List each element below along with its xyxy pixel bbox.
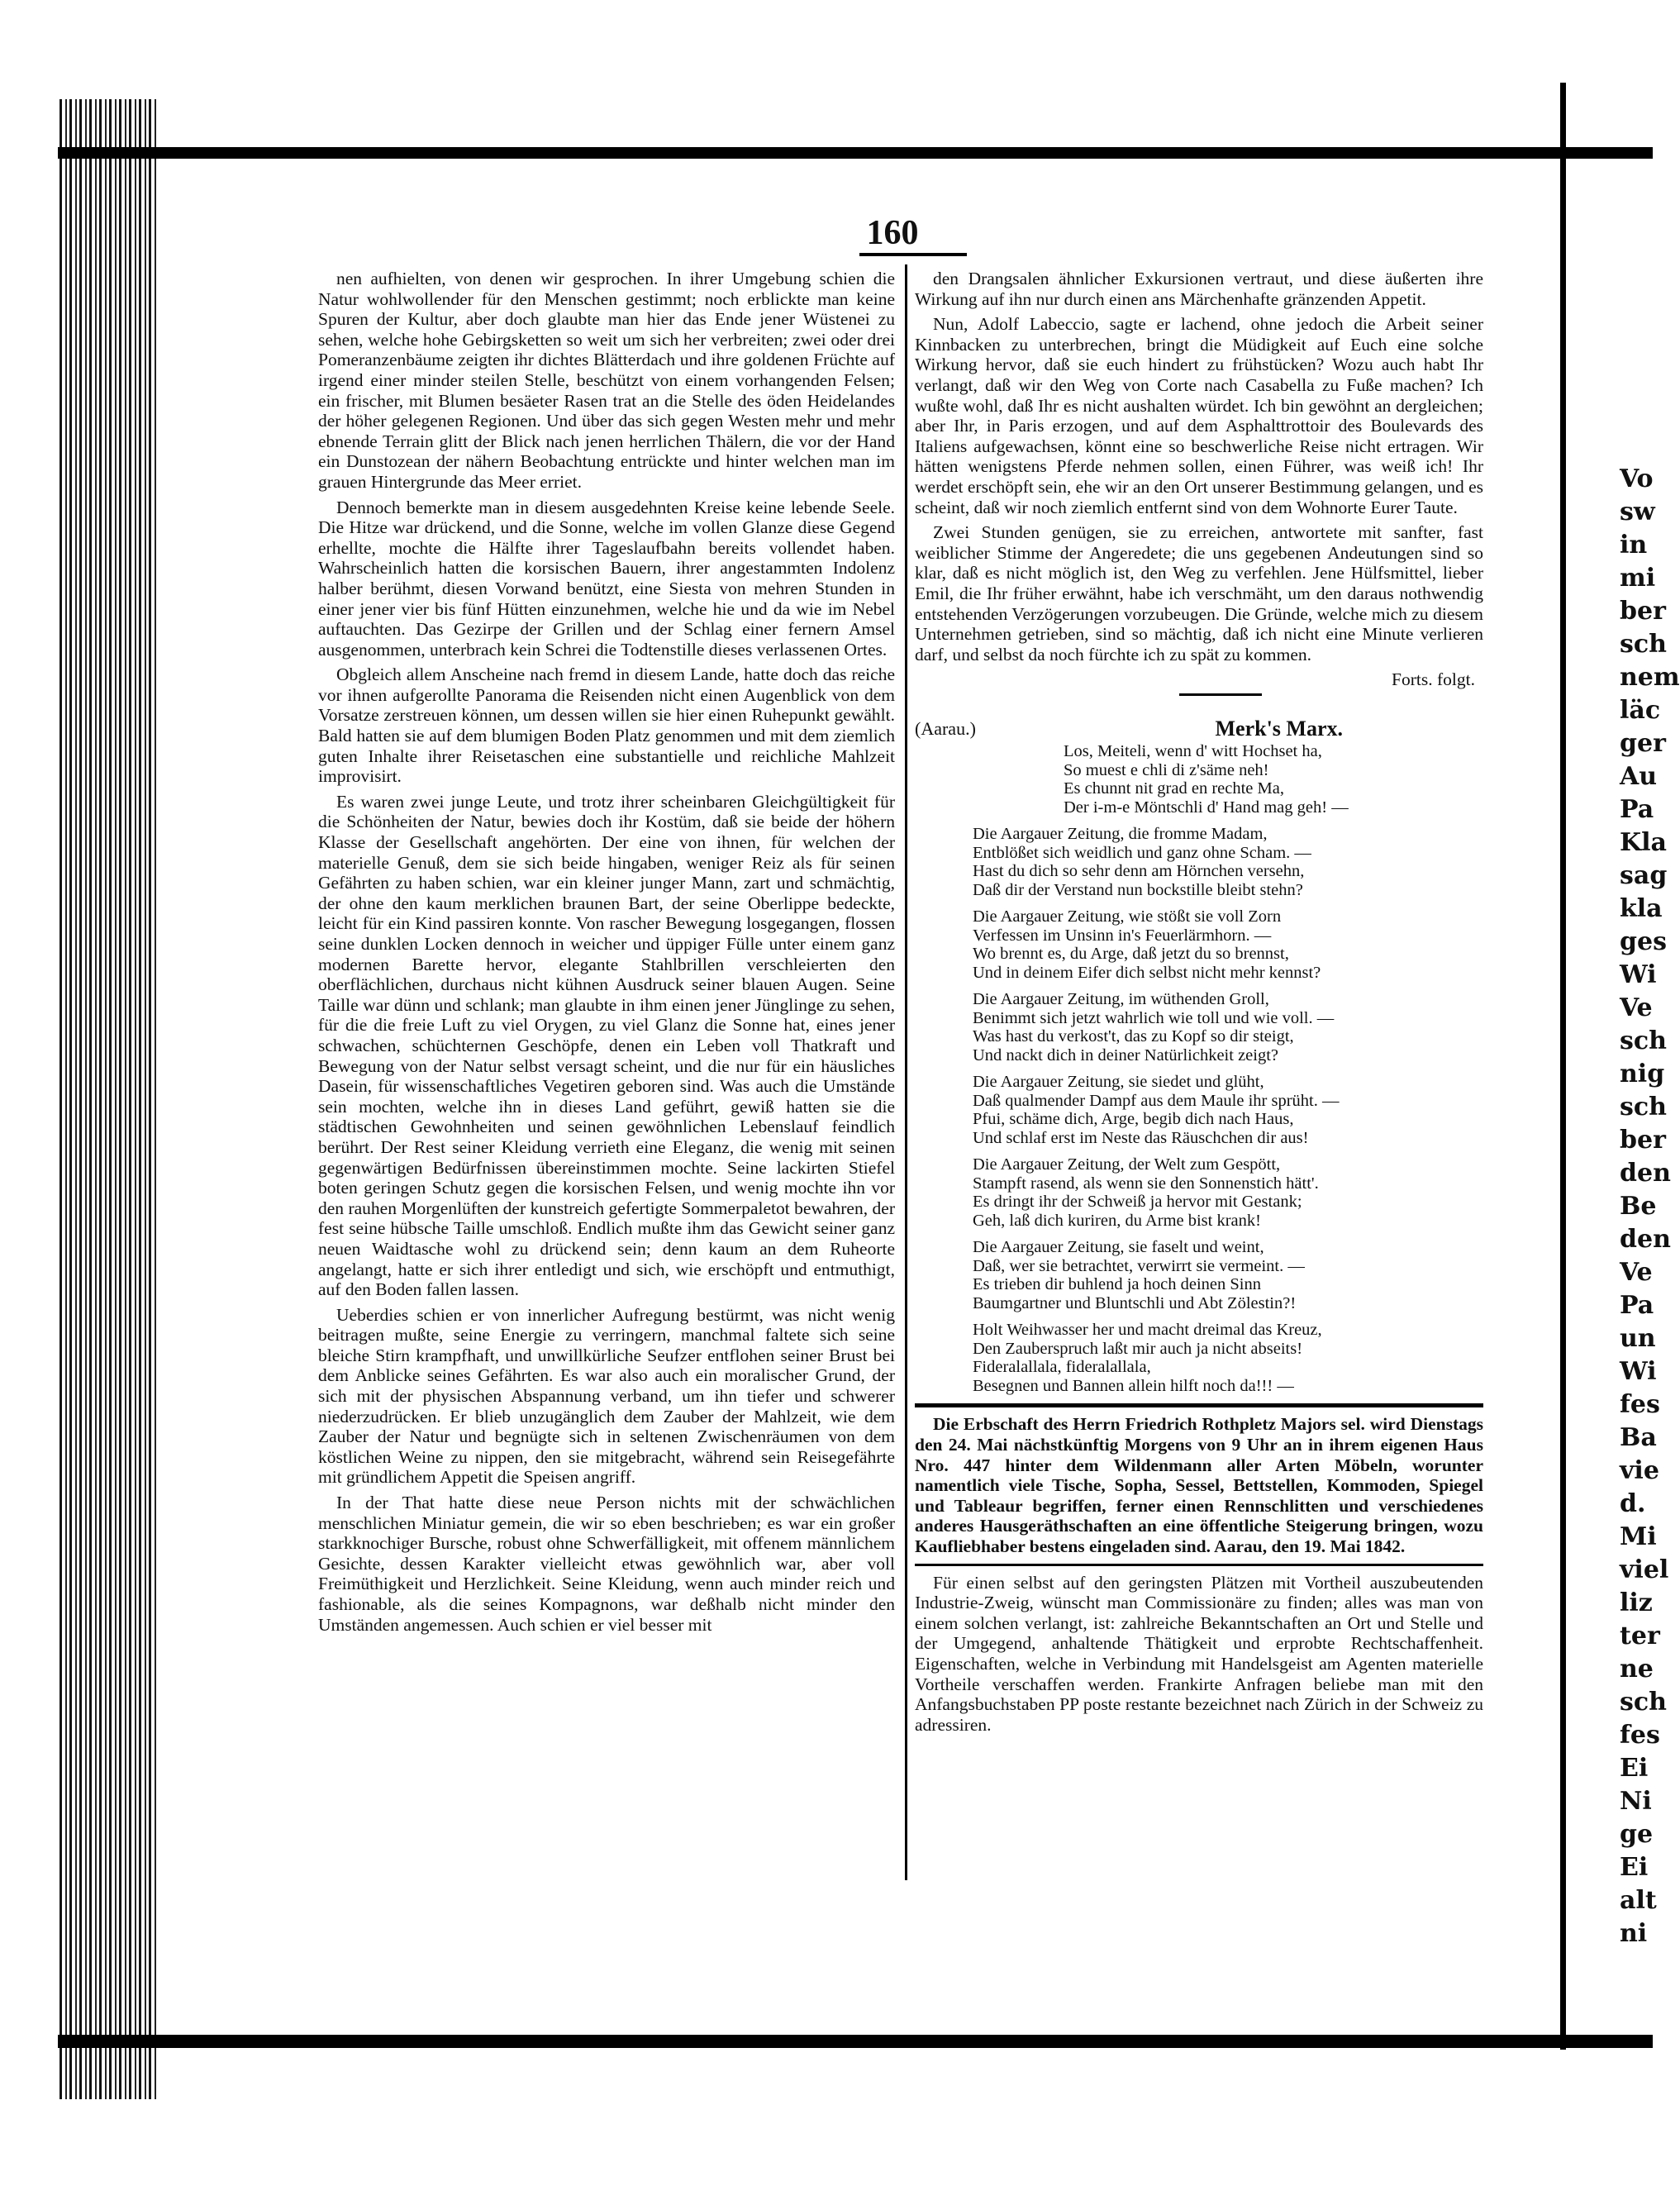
- edge-fragment: Wi: [1620, 960, 1657, 989]
- continuation-note: Forts. folgt.: [1392, 669, 1475, 690]
- poem-line: Verfessen im Unsinn in's Feuerlärmhorn. —: [973, 926, 1272, 945]
- edge-fragment: Au: [1620, 762, 1658, 791]
- facing-page-fragments: [1620, 463, 1680, 1950]
- edge-fragment: ge: [1620, 1820, 1654, 1849]
- story-continuation: [915, 269, 1483, 664]
- poem-line: Die Aargauer Zeitung, wie stößt sie voll Zorn: [973, 907, 1282, 926]
- edge-fragment: Vo: [1620, 464, 1654, 493]
- poem-body: [915, 742, 1483, 1395]
- poem-heading: [915, 716, 1483, 741]
- edge-fragment: fes: [1620, 1721, 1660, 1750]
- edge-fragment: ne: [1620, 1655, 1654, 1684]
- story-end-rule: [1179, 693, 1262, 696]
- right-column: [915, 269, 1483, 1735]
- page-number-rule: [859, 253, 967, 256]
- poem-line: So muest e chli di z'säme neh!: [1064, 760, 1269, 779]
- poem-line: Stampft rasend, als wenn sie den Sonnenstich hätt'.: [973, 1174, 1319, 1193]
- poem-line: Die Aargauer Zeitung, sie faselt und weint,: [973, 1238, 1264, 1257]
- edge-fragment: sch: [1620, 1093, 1667, 1122]
- edge-fragment: nig: [1620, 1060, 1665, 1088]
- edge-fragment: d.: [1620, 1489, 1646, 1518]
- edge-fragment: kla: [1620, 894, 1663, 923]
- poem-line: Besegnen und Bannen allein hilft noch da!!! —: [973, 1376, 1294, 1395]
- edge-fragment: Ba: [1620, 1423, 1657, 1452]
- edge-fragment: liz: [1620, 1588, 1653, 1617]
- edge-fragment: läc: [1620, 696, 1661, 725]
- poem-line: Was hast du verkost't, das zu Kopf so dir steigt,: [973, 1027, 1294, 1046]
- poem-line: Hast du dich so sehr denn am Hörnchen versehn,: [973, 862, 1305, 881]
- page-number: 160: [866, 214, 919, 252]
- poem-line: Die Aargauer Zeitung, der Welt zum Gespött,: [973, 1155, 1281, 1174]
- edge-fragment: ni: [1620, 1919, 1648, 1948]
- poem-line: Wo brennt es, du Arge, daß jetzt du so brennst,: [973, 945, 1289, 964]
- poem-line: Benimmt sich jetzt wahrlich wie toll und wie voll. —: [973, 1008, 1335, 1027]
- poem-line: Und in deinem Eifer dich selbst nicht mehr kennst?: [973, 963, 1321, 982]
- edge-fragment: Ve: [1620, 993, 1653, 1022]
- bottom-page-border: [58, 2035, 1653, 2048]
- edge-fragment: ges: [1620, 927, 1667, 956]
- top-page-border: [58, 147, 1653, 159]
- edge-fragment: Ei: [1620, 1754, 1649, 1783]
- poem-line: Es trieben dir buhlend ja hoch deinen Sinn: [973, 1275, 1261, 1294]
- paragraph: Obgleich allem Anscheine nach fremd in diesem Lande, hatte doch das reiche vor ihnen aufgerollte Panorama die Reisenden nicht einen Augenblick von dem Vorsatze zerstreuen können, um dessen willen sie hier einen Ruhepunkt gewählt. Bald hatten sie auf dem blumigen Boden Platz genommen und mit dem ziemlich guten Inhalte ihrer Reisetaschen eine substantielle und reichliche Mahlzeit improvisirt.: [318, 664, 895, 787]
- poem-line: Los, Meiteli, wenn d' witt Hochset ha,: [1064, 742, 1322, 761]
- paragraph: Ueberdies schien er von innerlicher Aufregung bestürmt, was nicht wenig beitragen mußte, seine Energie zu verringern, manchmal faltete sich seine bleiche Stirn krampfhaft, und unwillkürliche Seufzer entflohen seiner Brust bei dem Anblicke seines Gefährten. Es war also auch ein moralischer Grund, der sich mit der physischen Abspannung verband, um ihn tiefer und schwerer niederzudrücken. Er blieb unzugänglich dem Zauber der Mahlzeit, wie dem Zauber der Natur und begnügte sich in seltenen Zwischenräumen von dem köstlichen Weine zu nippen, den sie mitgebracht, während sein Reisegefährte mit gründlichem Appetit die Speisen angriff.: [318, 1304, 895, 1488]
- facing-page-edge: [1560, 83, 1566, 2050]
- poem-line: Holt Weihwasser her und macht dreimal das Kreuz,: [973, 1321, 1322, 1340]
- edge-fragment: Ei: [1620, 1853, 1649, 1882]
- edge-fragment: sch: [1620, 1026, 1667, 1055]
- edge-fragment: Mi: [1620, 1522, 1657, 1551]
- paragraph: den Drangsalen ähnlicher Exkursionen vertraut, und diese äußerten ihre Wirkung auf ihn nur durch einen ans Märchenhafte gränzenden Appetit.: [915, 269, 1483, 309]
- notice-rule: [915, 1564, 1483, 1566]
- poem-stanza: [973, 907, 1483, 982]
- edge-fragment: mi: [1620, 564, 1656, 593]
- poem-line: Die Aargauer Zeitung, im wüthenden Groll,: [973, 990, 1269, 1009]
- poem-stanza: [973, 1321, 1483, 1395]
- paragraph: nen aufhielten, von denen wir gesprochen. In ihrer Umgebung schien die Natur wohlwollender für den Menschen gestimmt; noch erblickte man keine Spuren der Kultur, aber doch glaubte man hier das Ende jener Wüstenei zu sehen, welche hohe Gebirgsketten so weit um sich her verbreiten; zwei oder drei Pomeranzenbäume zeigten ihr dichtes Blätterdach und ihre goldenen Früchte auf irgend einer minder steilen Stelle, beschützt von einem vorhangenden Felsen; ein frischer, mit Blumen besäeter Rasen trat an die Stelle des öden Heidelandes der höher gelegenen Regionen. Und über das sich gegen Westen mehr und mehr ebnende Terrain glitt der Blick nach jenen herrlichen Thälern, die vor der Hand ein Dunstozean der nähern Beobachtung entrückte und hinter welchen man im grauen Hintergrunde das Meer erriet.: [318, 269, 895, 492]
- poem-line: Daß, wer sie betrachtet, verwirrt sie vermeint. —: [973, 1256, 1305, 1275]
- poem-line: Baumgartner und Bluntschli und Abt Zölestin?!: [973, 1293, 1297, 1312]
- edge-fragment: Kla: [1620, 828, 1667, 857]
- edge-fragment: viel: [1620, 1555, 1669, 1584]
- paragraph: Dennoch bemerkte man in diesem ausgedehnten Kreise keine lebende Seele. Die Hitze war drückend, und die Sonne, welche im vollen Glanze diese Gegend erhellte, mochte die Hälfte ihrer Tageslaufbahn bereits vollendet haben. Wahrscheinlich hatten die korsischen Bauern, ihrer angestammten Indolenz halber berühmt, diesen Vorwand benützt, eine Siesta von mehren Stunden in einer jener vier bis fünf Hütten einzunehmen, welche hie und da wie im Nebel auftauchten. Das Gezirpe der Grillen und der Schlag einer fernern Amsel ausgenommen, unterbrach kein Schrei die Todtenstille dieses verlassenen Ortes.: [318, 497, 895, 660]
- edge-fragment: un: [1620, 1324, 1656, 1353]
- edge-fragment: Ni: [1620, 1787, 1652, 1816]
- edge-fragment: ber: [1620, 597, 1666, 626]
- commission-notice: [915, 1573, 1483, 1736]
- edge-fragment: nem: [1620, 663, 1680, 692]
- edge-fragment: Be: [1620, 1192, 1657, 1221]
- edge-fragment: alt: [1620, 1886, 1657, 1915]
- poem-line: Die Aargauer Zeitung, die fromme Madam,: [973, 825, 1268, 844]
- edge-fragment: den: [1620, 1225, 1671, 1254]
- edge-fragment: den: [1620, 1159, 1671, 1188]
- poem-stanza: [973, 1073, 1483, 1147]
- column-divider: [905, 264, 907, 1880]
- poem-line: Pfui, schäme dich, Arge, begib dich nach Haus,: [973, 1110, 1294, 1129]
- poem-line: Und nackt dich in deiner Natürlichkeit zeigt?: [973, 1045, 1279, 1064]
- edge-fragment: fes: [1620, 1390, 1660, 1419]
- section-rule: [915, 1403, 1483, 1407]
- poem-line: Der i-m-e Möntschli d' Hand mag geh! —: [1064, 798, 1349, 817]
- paragraph: Nun, Adolf Labeccio, sagte er lachend, ohne jedoch die Arbeit seiner Kinnbacken zu unterbrechen, bringt die Müdigkeit auf Euch eine solche Wirkung hervor, daß sie euch hindert zu frühstücken? Wozu auch habt Ihr verlangt, daß wir den Weg von Corte nach Casabella zu Fuße machen? Ich wußte wohl, daß Ihr es nicht aushalten würdet. Ich bin gewöhnt an dergleichen; aber Ihr, in Paris erzogen, und auf dem Asphalttrottoir des Boulevards des Italiens aufgewachsen, könnt eine so beschwerliche Reise nicht ertragen. Wir hätten wenigstens Pferde nehmen sollen, einen Führer, was weiß ich! Ihr werdet erschöpft sein, ehe wir an den Ort unserer Bestimmung gelangen, und es scheint, daß wir noch ziemlich entfernt sind von dem Wohnorte Eurer Taute.: [915, 314, 1483, 517]
- edge-fragment: sw: [1620, 498, 1655, 526]
- poem-line: Es chunnt nit grad en rechte Ma,: [1064, 779, 1284, 798]
- edge-fragment: ter: [1620, 1622, 1660, 1650]
- edge-fragment: Pa: [1620, 1291, 1654, 1320]
- poem-dateline: (Aarau.): [915, 717, 976, 739]
- paragraph: In der That hatte diese neue Person nichts mit der schwächlichen menschlichen Miniatur gemein, die wir so eben beschrieben; es war ein großer starkknochiger Bursche, robust ohne Schwerfälligkeit, mit offenem männlichem Gesichte, dessen Karakter vielleicht etwas gewöhnlich war, aber voll Freimüthigkeit und Herzlichkeit. Seine Kleidung, wenn auch minder reich und fashionable, als die seines Kompagnons, war deßhalb nicht minder den Umständen angemessen. Auch schien er viel besser mit: [318, 1493, 895, 1635]
- poem-line: Entblößet sich weidlich und ganz ohne Scham. —: [973, 843, 1311, 862]
- book-spine: [59, 99, 159, 2099]
- edge-fragment: sch: [1620, 1688, 1667, 1717]
- edge-fragment: ger: [1620, 729, 1666, 758]
- edge-fragment: Wi: [1620, 1357, 1657, 1386]
- edge-fragment: Ve: [1620, 1258, 1653, 1287]
- paragraph: Zwei Stunden genügen, sie zu erreichen, antwortete mit sanfter, fast weiblicher Stimme der Angeredete; die uns gegebenen Andeutungen sind so klar, daß es nicht möglich ist, den Weg zu verfehlen. Jene Hülfsmittel, lieber Emil, die Ihr früher erwähnt, habe ich verschmäht, um den daraus nothwendig entstehenden Verzögerungen vorzubeugen. Die Gründe, welche mich zu diesem Unternehmen getrieben, sind so mächtig, daß ich nicht eine Minute verlieren darf, und selbst da noch fürchte ich zu spät zu kommen.: [915, 522, 1483, 664]
- paragraph: Es waren zwei junge Leute, und trotz ihrer scheinbaren Gleichgültigkeit für die Schönheiten der Natur, bewies doch ihr Kostüm, daß sie beide der höhern Klasse der Gesellschaft angehörten. Der eine von ihnen, für welchen der materielle Genuß, dem sie sich beide hingaben, weniger Reiz als für seinen Gefährten zu haben schien, war ein kleiner junger Mann, zart und schmächtig, der ohne den kaum merklichen braunen Bart, der seine Oberlippe bedeckte, leicht für ein Kind passiren konnte. Von rascher Bewegung losgegangen, flossen seine dunklen Locken dennoch in weicher und üppiger Fülle unter einem ganz modernen Barette hervor, elegante Stahlbrillen verschleierten den oberflächlichen, durchaus nicht kühnen Ausdruck seiner blauen Augen. Seine Taille war dünn und schlank; man glaubte in ihm einen jener Jünglinge zu sehen, für die die freie Luft zu viel Orygen, zu viel Glanz die Sonne hat, eines jener schwachen, schüchternen Geschöpfe, denen ein Leben voll Thatkraft und Bewegung von der Natur selbst versagt scheint, und die nur für ein häusliches Dasein, für wissenschaftliches Vegetiren geboren sind. Was auch die Umstände sein mochten, welche ihn in dieses Land geführt, gewiß hatten sie die städtischen Gewohnheiten und seinen gewöhnlichen Lebenslauf feindlich berührt. Der Rest seiner Kleidung verrieth eine Eleganz, die wenig mit seinen gegenwärtigen Bedürfnissen übereinstimmen mochte. Seine lackirten Stiefel boten geringen Schutz gegen die korsischen Felsen, und wenig mochte ihn vor den rauhen Morgenlüften der kunstreich gefertigte Sommerpaletot bewahren, der fest seine hübsche Taille umschloß. Endlich mußte ihm das Gewicht seiner ganz neuen Waidtasche wohl zu drückend sein; denn kaum an dem Ruheorte angelangt, hatte er sich ihrer entledigt und sich, wie erschöpft und entmuthigt, auf den Boden fallen lassen.: [318, 791, 895, 1300]
- edge-fragment: in: [1620, 531, 1648, 560]
- poem-title: Merk's Marx.: [1215, 716, 1343, 741]
- auction-notice-text: Die Erbschaft des Herrn Friedrich Rothpletz Majors sel. wird Dienstags den 24. Mai nächstkünftig Morgens von 9 Uhr an in ihrem eigenen Haus Nro. 447 hinter dem Wildenmann aller Arten Möbeln, worunter namentlich viele Tische, Sopha, Sessel, Bettstellen, Kommoden, Spiegel und Tableaur begriffen, ferner einen Rennschlitten und verschiedenes anderes Hausgeräthschaften an eine öffentliche Steigerung bringen, wozu Kaufliebhaber bestens eingeladen sind. Aarau, den 19. Mai 1842.: [915, 1414, 1483, 1557]
- edge-fragment: sag: [1620, 861, 1668, 890]
- poem-line: Daß dir der Verstand nun bockstille bleibt stehn?: [973, 880, 1303, 899]
- edge-fragment: sch: [1620, 630, 1667, 659]
- edge-fragment: ber: [1620, 1126, 1666, 1155]
- left-column-text: [318, 269, 895, 1640]
- poem-line: Fideralallala, fideralallala,: [973, 1358, 1151, 1377]
- edge-fragment: Pa: [1620, 795, 1654, 824]
- poem-line: Daß qualmender Dampf aus dem Maule ihr sprüht. —: [973, 1091, 1340, 1110]
- poem-stanza: [973, 1238, 1483, 1312]
- poem-line: Und schlaf erst im Neste das Räuschchen dir aus!: [973, 1128, 1309, 1147]
- poem-stanza: [973, 990, 1483, 1064]
- auction-notice: [915, 1414, 1483, 1556]
- edge-fragment: vie: [1620, 1456, 1659, 1485]
- poem-line: Geh, laß dich kuriren, du Arme bist krank!: [973, 1211, 1261, 1230]
- poem-line: Es dringt ihr der Schweiß ja hervor mit Gestank;: [973, 1193, 1302, 1212]
- poem-line: Die Aargauer Zeitung, sie siedet und glüht,: [973, 1073, 1264, 1092]
- poem-line: Den Zauberspruch laßt mir auch ja nicht abseits!: [973, 1339, 1303, 1358]
- commission-notice-text: Für einen selbst auf den geringsten Plätzen mit Vortheil auszubeutenden Industrie-Zweig, wünscht man Commissionäre zu finden; alles was man von einem solchen verlangt, ist: zahlreiche Bekanntschaften an Ort und Stelle und der Umgegend, anhaltende Thätigkeit und erprobte Rechtschaffenheit. Eigenschaften, welche in Verbindung mit Handelsgeist am Agenten materielle Vortheile verschaffen werden. Frankirte Anfragen beliebe man mit den Anfangsbuchstaben PP poste restante bezeichnet nach Zürich in der Schweiz zu adressiren.: [915, 1572, 1483, 1735]
- poem-stanza: [973, 825, 1483, 899]
- poem-stanza: [1064, 742, 1483, 817]
- poem-stanza: [973, 1155, 1483, 1230]
